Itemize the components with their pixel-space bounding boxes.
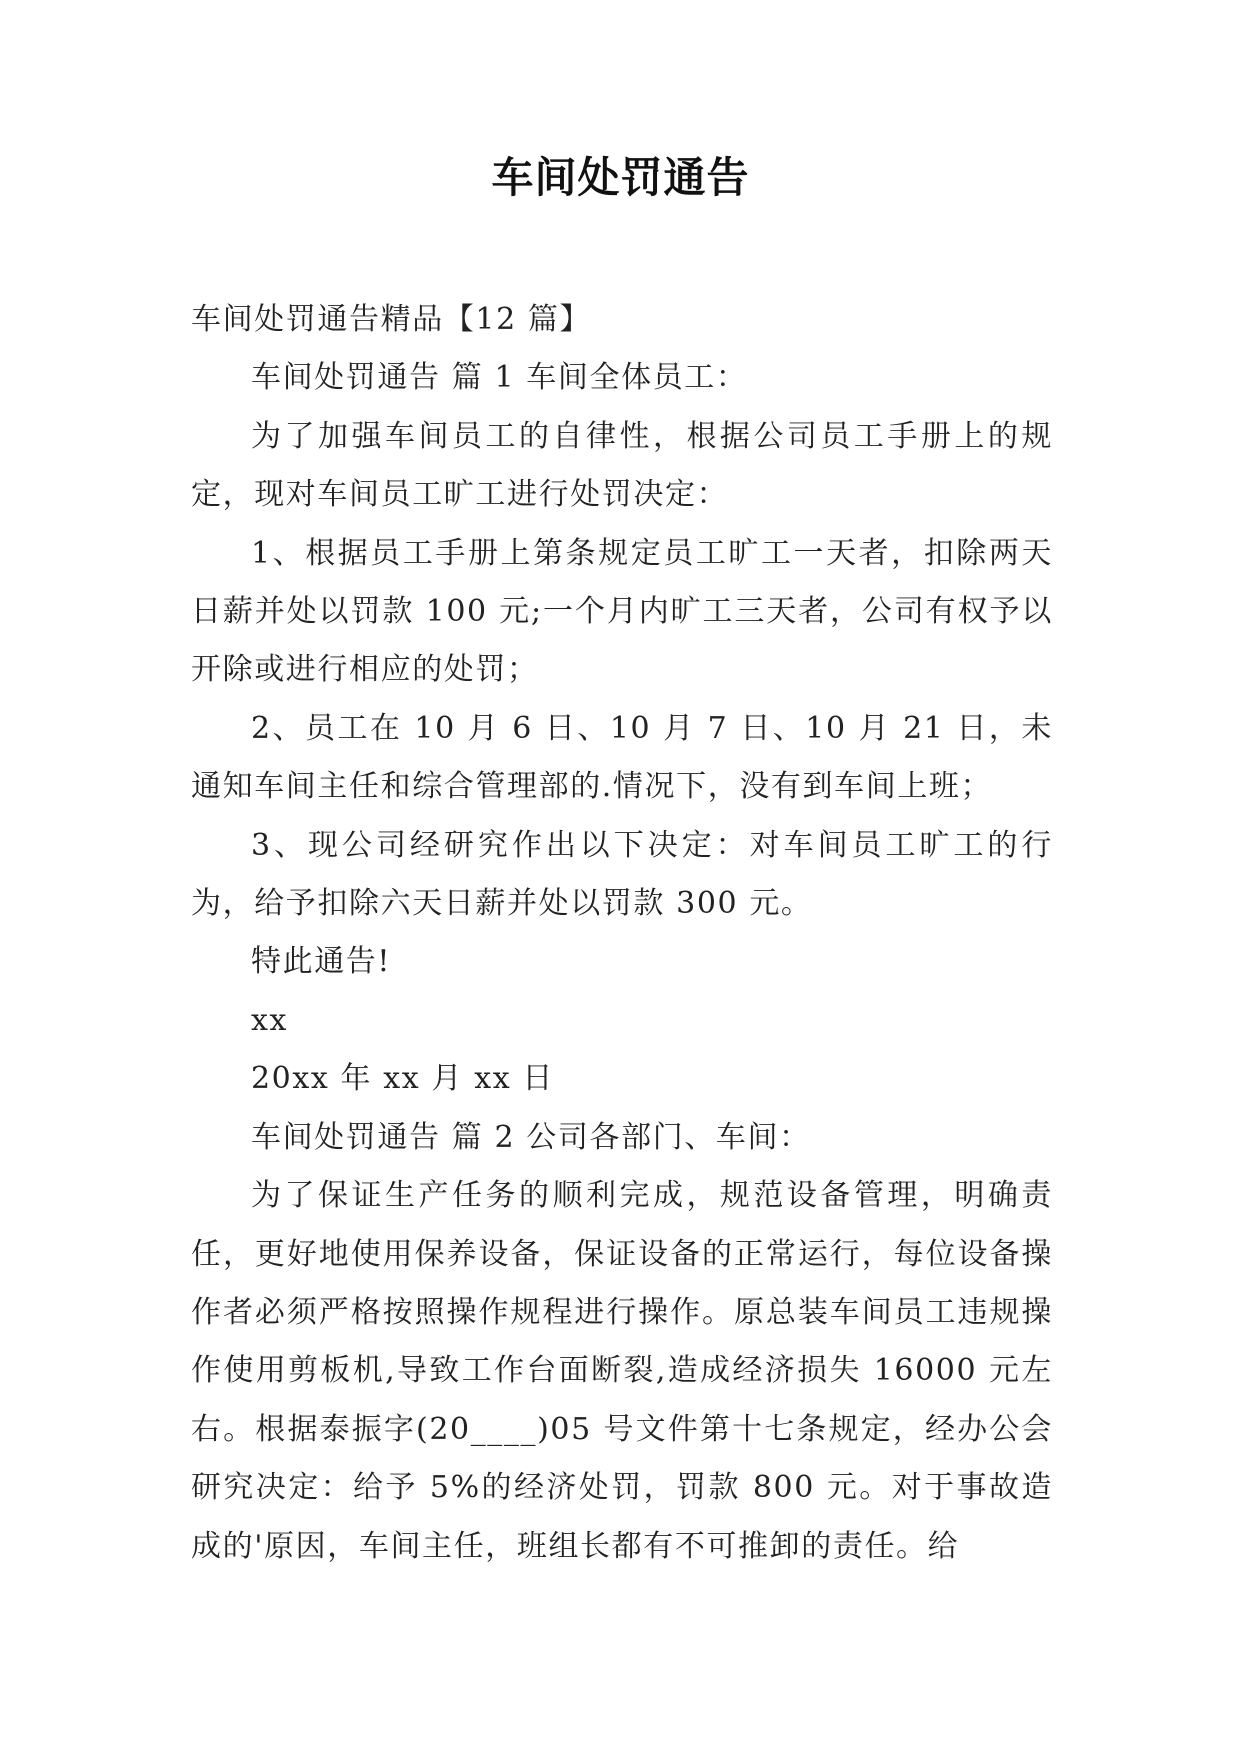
signature-date: 20xx 年 xx 月 xx 日: [251, 1061, 554, 1097]
paragraph-10: 为了保证生产任务的顺利完成，规范设备管理，明确责任，更好地使用保养设备，保证设备的正常运行，每位设备操作者必须严格按照操作规程进行操作。原总装车间员工违规操作使用剪板机,导致工作台面断裂,造成经济损失 16000 元左右。根据泰振字(20____)05 号文件第十七条规定，经办公会研究决定：给予 5%的经济处罚，罚款 800 元。对于事故造成的'原因，车间主任，班组长都有不可推卸的责任。给: [191, 1178, 1053, 1564]
paragraph-6: 特此通告!: [251, 944, 392, 980]
paragraph-1: 车间处罚通告 篇 1 车间全体员工：: [251, 360, 748, 396]
paragraph-3: 1、根据员工手册上第条规定员工旷工一天者，扣除两天日薪并处以罚款 100 元;一个月内旷工三天者，公司有权予以开除或进行相应的处罚；: [191, 535, 1053, 688]
paragraph-2: 为了加强车间员工的自律性，根据公司员工手册上的规定，现对车间员工旷工进行处罚决定：: [191, 418, 1053, 513]
paragraph-9: 车间处罚通告 篇 2 公司各部门、车间：: [251, 1119, 811, 1155]
paragraph-5: 3、现公司经研究作出以下决定：对车间员工旷工的行为，给予扣除六天日薪并处以罚款 300 元。: [191, 827, 1053, 922]
document-body: [191, 291, 1053, 1576]
document-title: 车间处罚通告: [491, 153, 750, 202]
document-subtitle: 车间处罚通告精品【12 篇】: [191, 302, 592, 337]
signature-name: xx: [251, 1002, 289, 1038]
paragraph-4: 2、员工在 10 月 6 日、10 月 7 日、10 月 21 日，未通知车间主任和综合管理部的.情况下，没有到车间上班；: [191, 710, 1053, 805]
